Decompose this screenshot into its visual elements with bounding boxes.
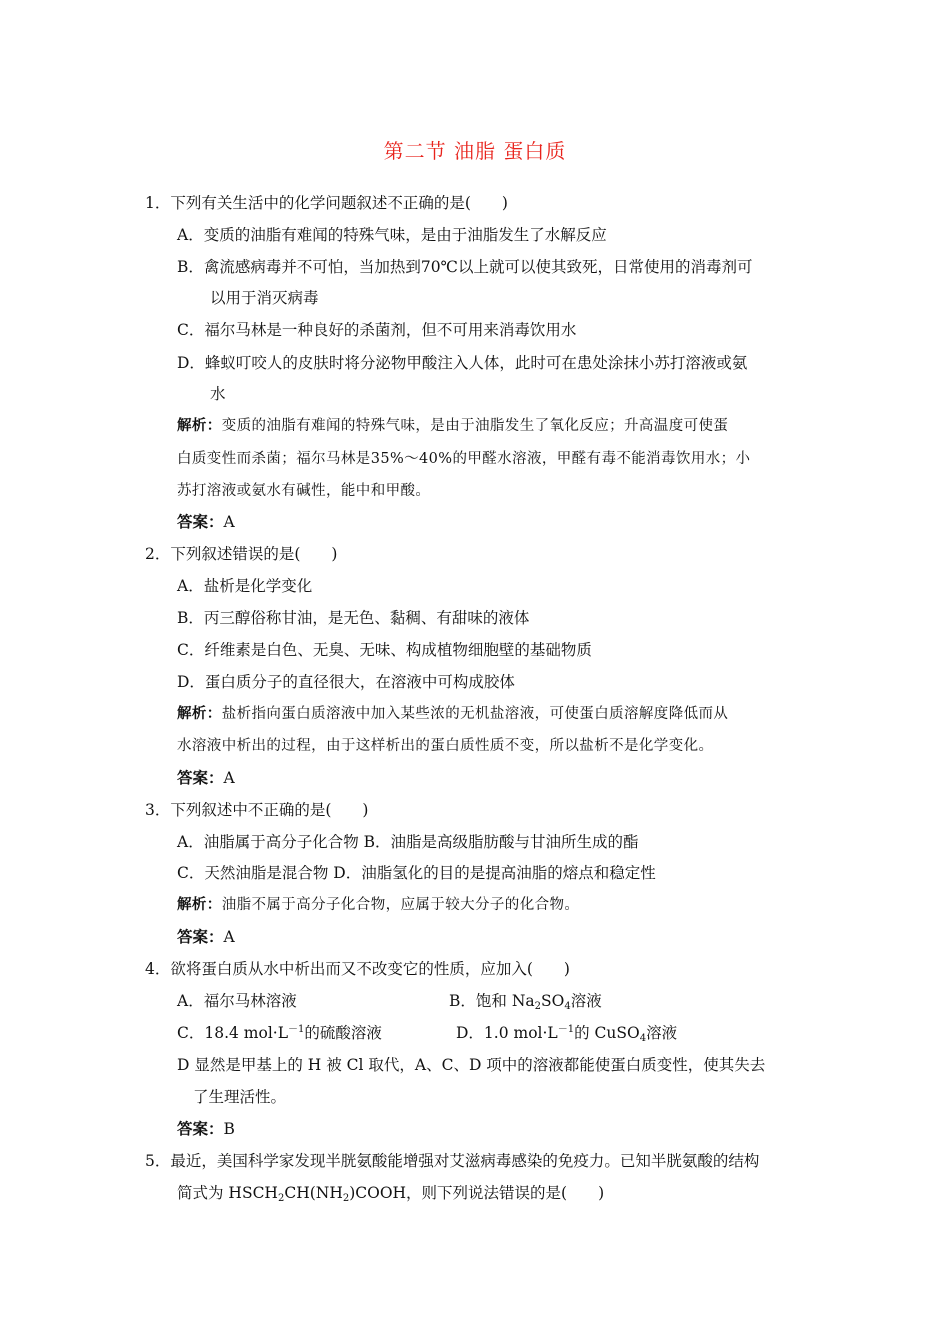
question-5-stem: 5．最近，美国科学家发现半胱氨酸能增强对艾滋病毒感染的免疫力。已知半胱氨酸的结构 bbox=[145, 1152, 760, 1170]
question-4-stem: 4．欲将蛋白质从水中析出而又不改变它的性质，应加入( ) bbox=[145, 960, 570, 978]
question-2-option-a: A．盐析是化学变化 bbox=[177, 577, 313, 595]
explanation-label: 解析： bbox=[177, 417, 222, 434]
question-1-stem: 1．下列有关生活中的化学问题叙述不正确的是( ) bbox=[145, 194, 508, 212]
question-2-explanation-line-2: 水溶液中析出的过程，由于这样析出的蛋白质性质不变，所以盐析不是化学变化。 bbox=[177, 738, 714, 754]
question-1-option-d: D．蜂蚁叮咬人的皮肤时将分泌物甲酸注入人体，此时可在患处涂抹小苏打溶液或氨 bbox=[177, 354, 748, 372]
explanation-label: 解析： bbox=[177, 896, 222, 913]
question-2-option-c: C．纤维素是白色、无臭、无味、构成植物细胞壁的基础物质 bbox=[177, 641, 592, 659]
question-4-option-b: B．饱和 $Na_2SO_4$溶液 bbox=[449, 992, 602, 1012]
question-3-options-ab: A．油脂属于高分子化合物 B．油脂是高级脂肪酸与甘油所生成的酯 bbox=[177, 833, 639, 851]
answer-value: B bbox=[223, 1120, 235, 1138]
question-4-option-c: C．18.4 $mol\cdot L^{-1}$的硫酸溶液 bbox=[177, 1024, 382, 1042]
answer-label: 答案： bbox=[177, 512, 224, 531]
question-2-option-d: D．蛋白质分子的直径很大，在溶液中可构成胶体 bbox=[177, 673, 515, 691]
question-4-answer bbox=[177, 1119, 235, 1139]
question-3-explanation bbox=[177, 895, 579, 915]
question-1-explanation-line-2: 白质变性而杀菌；福尔马林是35%～40%的甲醛水溶液，甲醛有毒不能消毒饮用水；小 bbox=[177, 451, 751, 467]
question-4-note-continued: 了生理活性。 bbox=[193, 1088, 287, 1106]
explanation-text: 油脂不属于高分子化合物，应属于较大分子的化合物。 bbox=[221, 897, 580, 913]
explanation-text: 盐析指向蛋白质溶液中加入某些浓的无机盐溶液，可使蛋白质溶解度降低而从 bbox=[221, 706, 729, 722]
answer-value: A bbox=[223, 769, 235, 787]
question-5-stem-line-2: 简式为 $HSCH_2CH(NH_2)COOH$，则下列说法错误的是( ) bbox=[177, 1184, 605, 1204]
question-1-explanation-line-3: 苏打溶液或氨水有碱性，能中和甲酸。 bbox=[177, 483, 431, 499]
question-3-stem: 3．下列叙述中不正确的是( ) bbox=[145, 801, 369, 819]
question-4-note: D 显然是甲基上的 H 被 Cl 取代，A、C、D 项中的溶液都能使蛋白质变性，使其失去 bbox=[177, 1056, 766, 1074]
answer-value: A bbox=[223, 513, 235, 531]
explanation-text: 变质的油脂有难闻的特殊气味，是由于油脂发生了氧化反应；升高温度可使蛋 bbox=[221, 418, 729, 434]
question-2-explanation bbox=[177, 704, 728, 724]
answer-value: A bbox=[223, 928, 235, 946]
question-1-explanation bbox=[177, 416, 728, 436]
question-1-option-c: C．福尔马林是一种良好的杀菌剂，但不可用来消毒饮用水 bbox=[177, 321, 577, 339]
question-2-answer bbox=[177, 768, 235, 788]
answer-label: 答案： bbox=[177, 927, 224, 946]
answer-label: 答案： bbox=[177, 768, 224, 787]
question-3-options-cd: C．天然油脂是混合物 D．油脂氢化的目的是提高油脂的熔点和稳定性 bbox=[177, 864, 656, 882]
question-4-option-d: D．1.0 $mol\cdot L^{-1}$的 CuSO$_4$溶液 bbox=[456, 1024, 678, 1044]
question-1-option-a: A．变质的油脂有难闻的特殊气味，是由于油脂发生了水解反应 bbox=[177, 226, 607, 244]
answer-label: 答案： bbox=[177, 1119, 224, 1138]
question-3-answer bbox=[177, 927, 235, 947]
page-title: 第二节 油脂 蛋白质 bbox=[383, 139, 567, 163]
question-1-option-b: B．禽流感病毒并不可怕，当加热到70℃以上就可以使其致死，日常使用的消毒剂可 bbox=[177, 258, 753, 276]
explanation-label: 解析： bbox=[177, 705, 222, 722]
question-2-option-b: B．丙三醇俗称甘油，是无色、黏稠、有甜味的液体 bbox=[177, 609, 530, 627]
question-2-stem: 2．下列叙述错误的是( ) bbox=[145, 545, 338, 563]
question-1-option-b-continued: 以用于消灭病毒 bbox=[210, 289, 319, 307]
question-4-option-a: A．福尔马林溶液 bbox=[177, 992, 297, 1010]
question-1-option-d-continued: 水 bbox=[210, 385, 226, 403]
question-1-answer bbox=[177, 512, 235, 532]
